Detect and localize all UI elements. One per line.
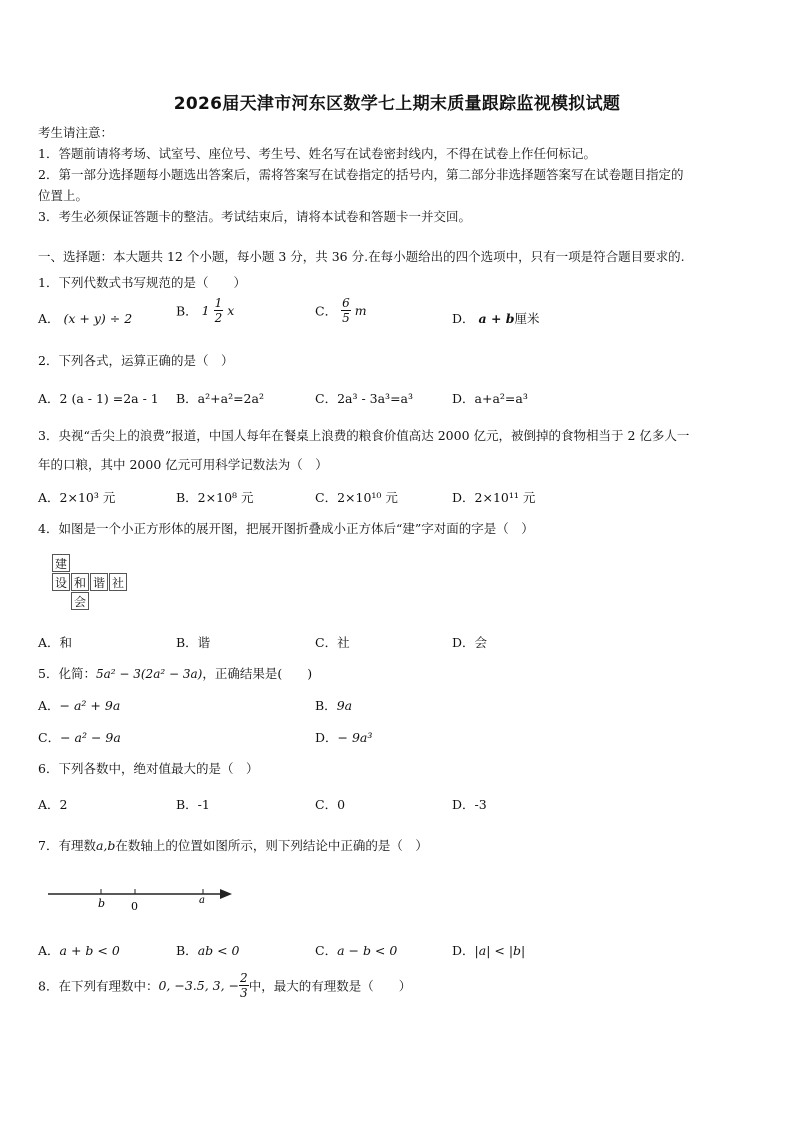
q5-option-d: D．− 9a³ (315, 730, 373, 745)
q2-option-a: A．2 (a - 1) =2a - 1 (38, 391, 159, 406)
net-cell-he: 和 (71, 573, 89, 591)
net-cell-she: 设 (52, 573, 70, 591)
question-6-stem: 6．下列各数中，绝对值最大的是（ ） (38, 761, 259, 776)
q1-c-fraction: $\frac{6}{5}$ (342, 296, 350, 325)
q1-option-d: D． a + b厘米 (452, 311, 540, 326)
net-cell-she2: 社 (109, 573, 127, 591)
q7-option-a: A．a + b < 0 (38, 943, 120, 958)
q7-option-d: D．|a| < |b| (452, 943, 526, 958)
q6-option-c: C．0 (315, 797, 346, 812)
q3-option-a: A．2×10³ 元 (38, 490, 116, 505)
notice-heading: 考生请注意： (38, 125, 114, 140)
axis-label-b: b (98, 897, 106, 910)
q1-option-b: B． 1 $\frac{1}{2}$ x (176, 296, 235, 325)
question-4-stem: 4．如图是一个小正方形体的展开图，把展开图折叠成小正方体后“建”字对面的字是（ ） (38, 521, 534, 536)
q4-option-b: B．谐 (176, 635, 211, 650)
q1-option-a: A． (x + y) ÷ 2 (38, 311, 133, 326)
page-title: 2026届天津市河东区数学七上期末质量跟踪监视模拟试题 (173, 94, 621, 114)
q4-option-c: C．社 (315, 635, 350, 650)
q5-option-a: A．− a² + 9a (38, 698, 121, 713)
q7-option-c: C．a − b < 0 (315, 943, 398, 958)
q2-option-b: B．a²+a²=2a² (176, 391, 264, 406)
axis-label-a: a (199, 895, 205, 906)
axis-label-0: 0 (131, 900, 138, 913)
net-cell-jian: 建 (52, 554, 70, 572)
number-line-figure (40, 880, 240, 915)
q6-option-a: A．2 (38, 797, 68, 812)
net-cell-xie: 谐 (90, 573, 108, 591)
q6-option-b: B．-1 (176, 797, 210, 812)
q2-option-c: C．2a³ - 3a³=a³ (315, 391, 414, 406)
question-7-stem: 7．有理数a,b在数轴上的位置如图所示，则下列结论中正确的是（ ） (38, 838, 428, 853)
q5-option-c: C．− a² − 9a (38, 730, 121, 745)
question-5-stem: 5．化简：5a² − 3(2a² − 3a)，正确结果是( ) (38, 666, 313, 681)
notice-item-2-cont: 位置上。 (38, 188, 89, 203)
q1-option-c: C． $\frac{6}{5}$ m (315, 296, 367, 325)
q3-option-b: B．2×10⁸ 元 (176, 490, 254, 505)
q2-option-d: D．a+a²=a³ (452, 391, 528, 406)
net-cell-hui: 会 (71, 592, 89, 610)
q5-option-b: B．9a (315, 698, 353, 713)
q6-option-d: D．-3 (452, 797, 487, 812)
q3-option-d: D．2×10¹¹ 元 (452, 490, 536, 505)
q3-option-c: C．2×10¹⁰ 元 (315, 490, 398, 505)
question-1-stem: 1．下列代数式书写规范的是（ ） (38, 275, 246, 290)
question-3-stem-line2: 年的口粮，其中 2000 亿元可用科学记数法为（ ） (38, 457, 328, 472)
question-2-stem: 2．下列各式，运算正确的是（ ） (38, 353, 234, 368)
q7-option-b: B．ab < 0 (176, 943, 240, 958)
notice-item-2: 2．第一部分选择题每小题选出答案后，需将答案写在试卷指定的括号内，第二部分非选择题答案写在试卷题目指定的 (38, 167, 684, 182)
question-8-stem: 8．在下列有理数中：0, −3.5, 3, − $\frac{2}{3}$ 中，最大的有理数是（ ） (38, 971, 412, 1000)
q8-fraction: $\frac{2}{3}$ (240, 971, 248, 1000)
q1-b-fraction: $\frac{1}{2}$ (214, 296, 223, 325)
number-line-arrow-icon (220, 889, 232, 899)
notice-item-1: 1．答题前请将考场、试室号、座位号、考生号、姓名写在试卷密封线内，不得在试卷上作任何标记。 (38, 146, 596, 161)
section-heading: 一、选择题：本大题共 12 个小题，每小题 3 分，共 36 分.在每小题给出的四个选项中，只有一项是符合题目要求的. (38, 249, 685, 264)
q4-option-a: A．和 (38, 635, 73, 650)
question-3-stem-line1: 3．央视“舌尖上的浪费”报道，中国人每年在餐桌上浪费的粮食价值高达 2000 亿元，被倒掉的食物相当于 2 亿多人一 (38, 428, 690, 443)
q4-option-d: D．会 (452, 635, 488, 650)
notice-item-3: 3．考生必须保证答题卡的整洁。考试结束后，请将本试卷和答题卡一并交回。 (38, 209, 471, 224)
